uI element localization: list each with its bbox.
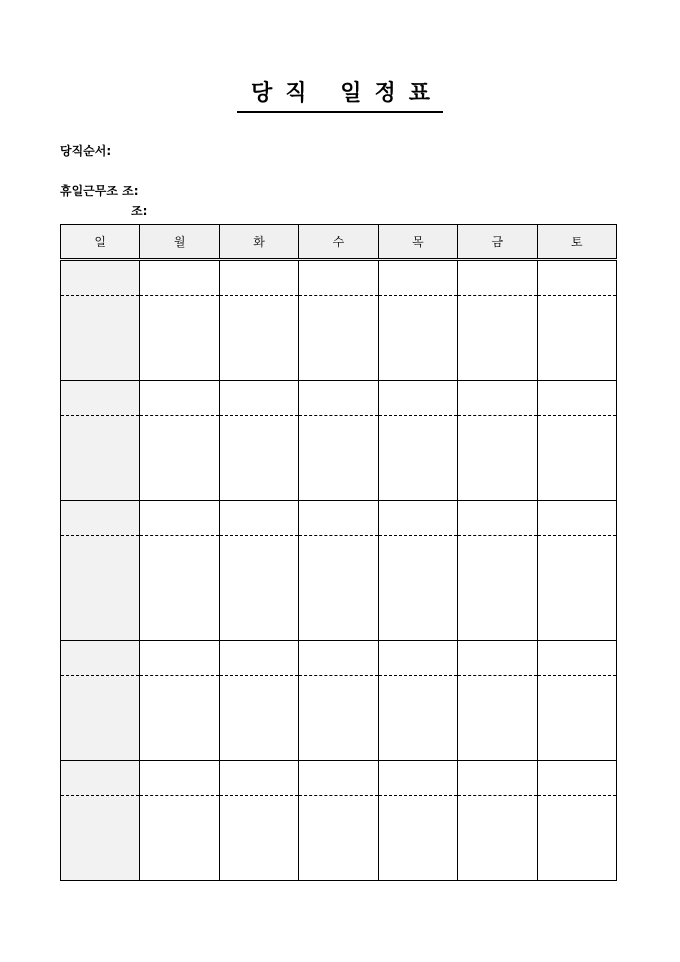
day-cell[interactable] bbox=[537, 536, 616, 641]
day-cell[interactable] bbox=[378, 676, 457, 761]
day-cell[interactable] bbox=[219, 796, 298, 881]
day-cell[interactable] bbox=[219, 381, 298, 416]
schedule-body bbox=[61, 260, 617, 881]
day-cell[interactable] bbox=[61, 501, 140, 536]
day-cell[interactable] bbox=[378, 296, 457, 381]
weekday-header-sun: 일 bbox=[61, 225, 140, 260]
day-cell[interactable] bbox=[537, 416, 616, 501]
day-cell[interactable] bbox=[537, 761, 616, 796]
day-cell[interactable] bbox=[537, 641, 616, 676]
schedule-table bbox=[60, 224, 617, 881]
day-cell[interactable] bbox=[299, 796, 378, 881]
day-cell[interactable] bbox=[61, 296, 140, 381]
weekday-header-row bbox=[61, 225, 617, 260]
day-cell[interactable] bbox=[458, 260, 537, 296]
day-cell[interactable] bbox=[537, 676, 616, 761]
page-title: 당직 일정표 bbox=[0, 76, 680, 113]
week-1-bottom-row bbox=[61, 296, 617, 381]
day-cell[interactable] bbox=[140, 796, 219, 881]
weekday-header-sat: 토 bbox=[537, 225, 616, 260]
duty-order-label: 당직순서: bbox=[60, 144, 112, 158]
week-3-top-row bbox=[61, 501, 617, 536]
week-4-bottom-row bbox=[61, 676, 617, 761]
day-cell[interactable] bbox=[140, 416, 219, 501]
day-cell[interactable] bbox=[458, 296, 537, 381]
day-cell[interactable] bbox=[140, 536, 219, 641]
weekday-header-mon: 월 bbox=[140, 225, 219, 260]
day-cell[interactable] bbox=[299, 676, 378, 761]
day-cell[interactable] bbox=[378, 381, 457, 416]
day-cell[interactable] bbox=[537, 260, 616, 296]
day-cell[interactable] bbox=[219, 501, 298, 536]
day-cell[interactable] bbox=[61, 676, 140, 761]
week-2-top-row bbox=[61, 381, 617, 416]
weekday-header-fri: 금 bbox=[458, 225, 537, 260]
day-cell[interactable] bbox=[219, 761, 298, 796]
week-2-bottom-row bbox=[61, 416, 617, 501]
day-cell[interactable] bbox=[537, 501, 616, 536]
day-cell[interactable] bbox=[378, 260, 457, 296]
day-cell[interactable] bbox=[219, 536, 298, 641]
day-cell[interactable] bbox=[61, 641, 140, 676]
day-cell[interactable] bbox=[299, 761, 378, 796]
week-4-top-row bbox=[61, 641, 617, 676]
weekday-header-tue: 화 bbox=[219, 225, 298, 260]
day-cell[interactable] bbox=[61, 796, 140, 881]
day-cell[interactable] bbox=[219, 641, 298, 676]
day-cell[interactable] bbox=[537, 381, 616, 416]
day-cell[interactable] bbox=[61, 260, 140, 296]
day-cell[interactable] bbox=[299, 260, 378, 296]
day-cell[interactable] bbox=[537, 796, 616, 881]
day-cell[interactable] bbox=[299, 381, 378, 416]
weekday-header-wed: 수 bbox=[299, 225, 378, 260]
day-cell[interactable] bbox=[61, 536, 140, 641]
day-cell[interactable] bbox=[378, 536, 457, 641]
day-cell[interactable] bbox=[458, 676, 537, 761]
day-cell[interactable] bbox=[140, 296, 219, 381]
day-cell[interactable] bbox=[219, 676, 298, 761]
day-cell[interactable] bbox=[458, 501, 537, 536]
day-cell[interactable] bbox=[458, 641, 537, 676]
day-cell[interactable] bbox=[458, 796, 537, 881]
week-5-top-row bbox=[61, 761, 617, 796]
day-cell[interactable] bbox=[299, 416, 378, 501]
day-cell[interactable] bbox=[537, 296, 616, 381]
day-cell[interactable] bbox=[378, 641, 457, 676]
day-cell[interactable] bbox=[140, 260, 219, 296]
day-cell[interactable] bbox=[299, 536, 378, 641]
day-cell[interactable] bbox=[458, 761, 537, 796]
day-cell[interactable] bbox=[378, 501, 457, 536]
day-cell[interactable] bbox=[458, 416, 537, 501]
day-cell[interactable] bbox=[378, 761, 457, 796]
group-label-2: 조: bbox=[131, 204, 148, 218]
week-1-top-row bbox=[61, 260, 617, 296]
day-cell[interactable] bbox=[378, 416, 457, 501]
day-cell[interactable] bbox=[219, 416, 298, 501]
day-cell[interactable] bbox=[140, 381, 219, 416]
day-cell[interactable] bbox=[458, 536, 537, 641]
day-cell[interactable] bbox=[61, 381, 140, 416]
day-cell[interactable] bbox=[458, 381, 537, 416]
day-cell[interactable] bbox=[140, 641, 219, 676]
day-cell[interactable] bbox=[61, 416, 140, 501]
day-cell[interactable] bbox=[378, 796, 457, 881]
day-cell[interactable] bbox=[140, 761, 219, 796]
weekday-header-thu: 목 bbox=[378, 225, 457, 260]
week-3-bottom-row bbox=[61, 536, 617, 641]
day-cell[interactable] bbox=[61, 761, 140, 796]
holiday-group-label: 휴일근무조 조: bbox=[60, 184, 139, 198]
day-cell[interactable] bbox=[140, 501, 219, 536]
day-cell[interactable] bbox=[299, 641, 378, 676]
week-5-bottom-row bbox=[61, 796, 617, 881]
day-cell[interactable] bbox=[219, 260, 298, 296]
day-cell[interactable] bbox=[219, 296, 298, 381]
day-cell[interactable] bbox=[299, 296, 378, 381]
day-cell[interactable] bbox=[299, 501, 378, 536]
day-cell[interactable] bbox=[140, 676, 219, 761]
